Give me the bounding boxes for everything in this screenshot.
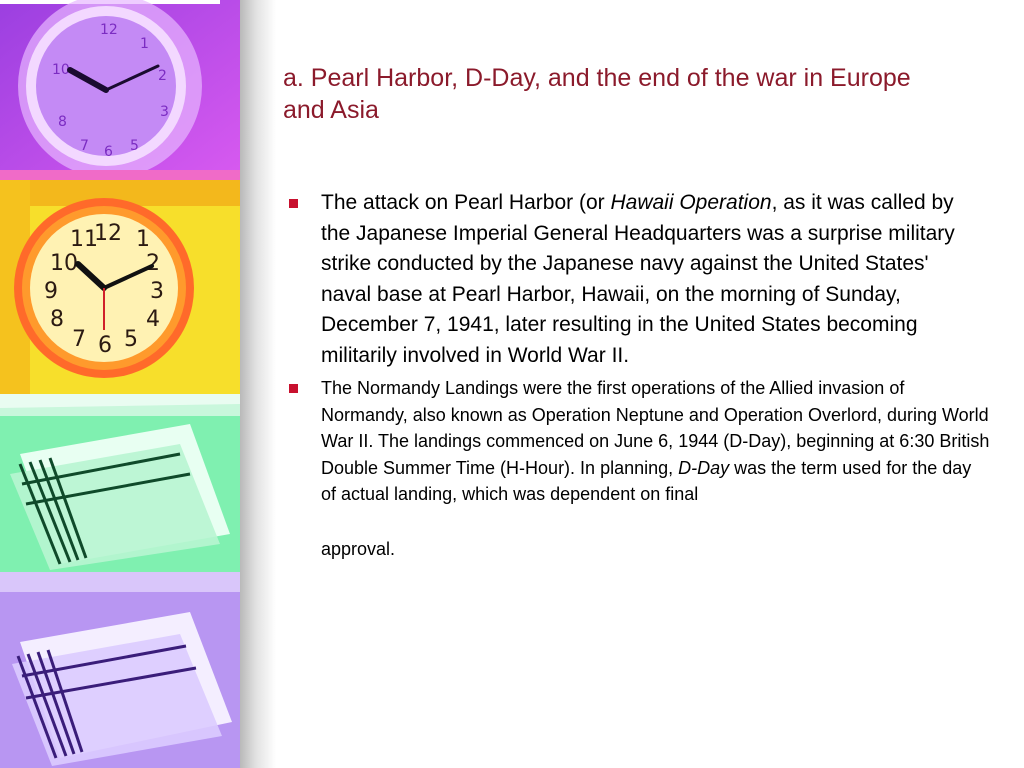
bullet-marker-icon (289, 384, 298, 393)
svg-text:2: 2 (158, 68, 167, 84)
svg-text:7: 7 (80, 138, 89, 154)
svg-text:6: 6 (104, 144, 113, 160)
green-papers-image (0, 394, 240, 572)
svg-text:12: 12 (94, 221, 122, 246)
bullet-list (283, 188, 990, 563)
svg-text:8: 8 (58, 114, 67, 130)
svg-text:10: 10 (50, 251, 78, 276)
svg-text:11: 11 (70, 227, 98, 252)
decorative-sidebar (0, 0, 240, 768)
bullet-normandy (283, 375, 991, 563)
bullet-marker-icon (289, 199, 298, 208)
svg-text:5: 5 (130, 138, 139, 154)
bullet-pearl-harbor (283, 188, 981, 371)
purple-clock-image (0, 0, 240, 180)
svg-text:2: 2 (146, 251, 160, 276)
slide-title: a. Pearl Harbor, D-Day, and the end of the war in Europe and Asia (283, 64, 911, 124)
svg-text:12: 12 (100, 22, 118, 38)
bullet-text-italic: Hawaii Operation (610, 191, 772, 214)
bullet-text-start: The Normandy Landings were the first operations of the Allied invasion of Normandy, also known as Operation Neptune and Operation Overlord, during World War II. The landings commenced on June 6, 1944 (D-Day), beginning at 6:30 British Double Summer Time (H-Hour). In planning, (321, 378, 990, 478)
bullet-text-start: The attack on Pearl Harbor (or (321, 191, 611, 214)
svg-text:1: 1 (136, 227, 150, 252)
svg-text:1: 1 (140, 36, 149, 52)
svg-text:9: 9 (44, 279, 58, 304)
bullet-text-end: was the term used for the day of actual landing, which was dependent on final (321, 457, 972, 505)
bullet-text-italic: D-Day (678, 457, 730, 478)
sidebar-shadow (240, 0, 276, 768)
slide-content (283, 62, 990, 559)
purple-papers-image (0, 572, 240, 768)
orange-clock-image (0, 180, 240, 394)
svg-text:4: 4 (146, 307, 160, 332)
svg-text:6: 6 (98, 333, 112, 358)
svg-text:10: 10 (52, 62, 70, 78)
svg-text:7: 7 (72, 327, 86, 352)
svg-text:5: 5 (124, 327, 138, 352)
bullet-text-tail: approval. (321, 538, 396, 559)
svg-text:8: 8 (50, 307, 64, 332)
svg-text:3: 3 (160, 104, 169, 120)
svg-text:3: 3 (150, 279, 164, 304)
bullet-text-end: , as it was called by the Japanese Imperial General Headquarters was a surprise military strike conducted by the Japanese navy against the United States' naval base at Pearl Harbor, Hawaii, on the morning of Sunday, December 7, 1941, later resulting in the United States becoming militarily involved in World War II. (321, 191, 955, 367)
